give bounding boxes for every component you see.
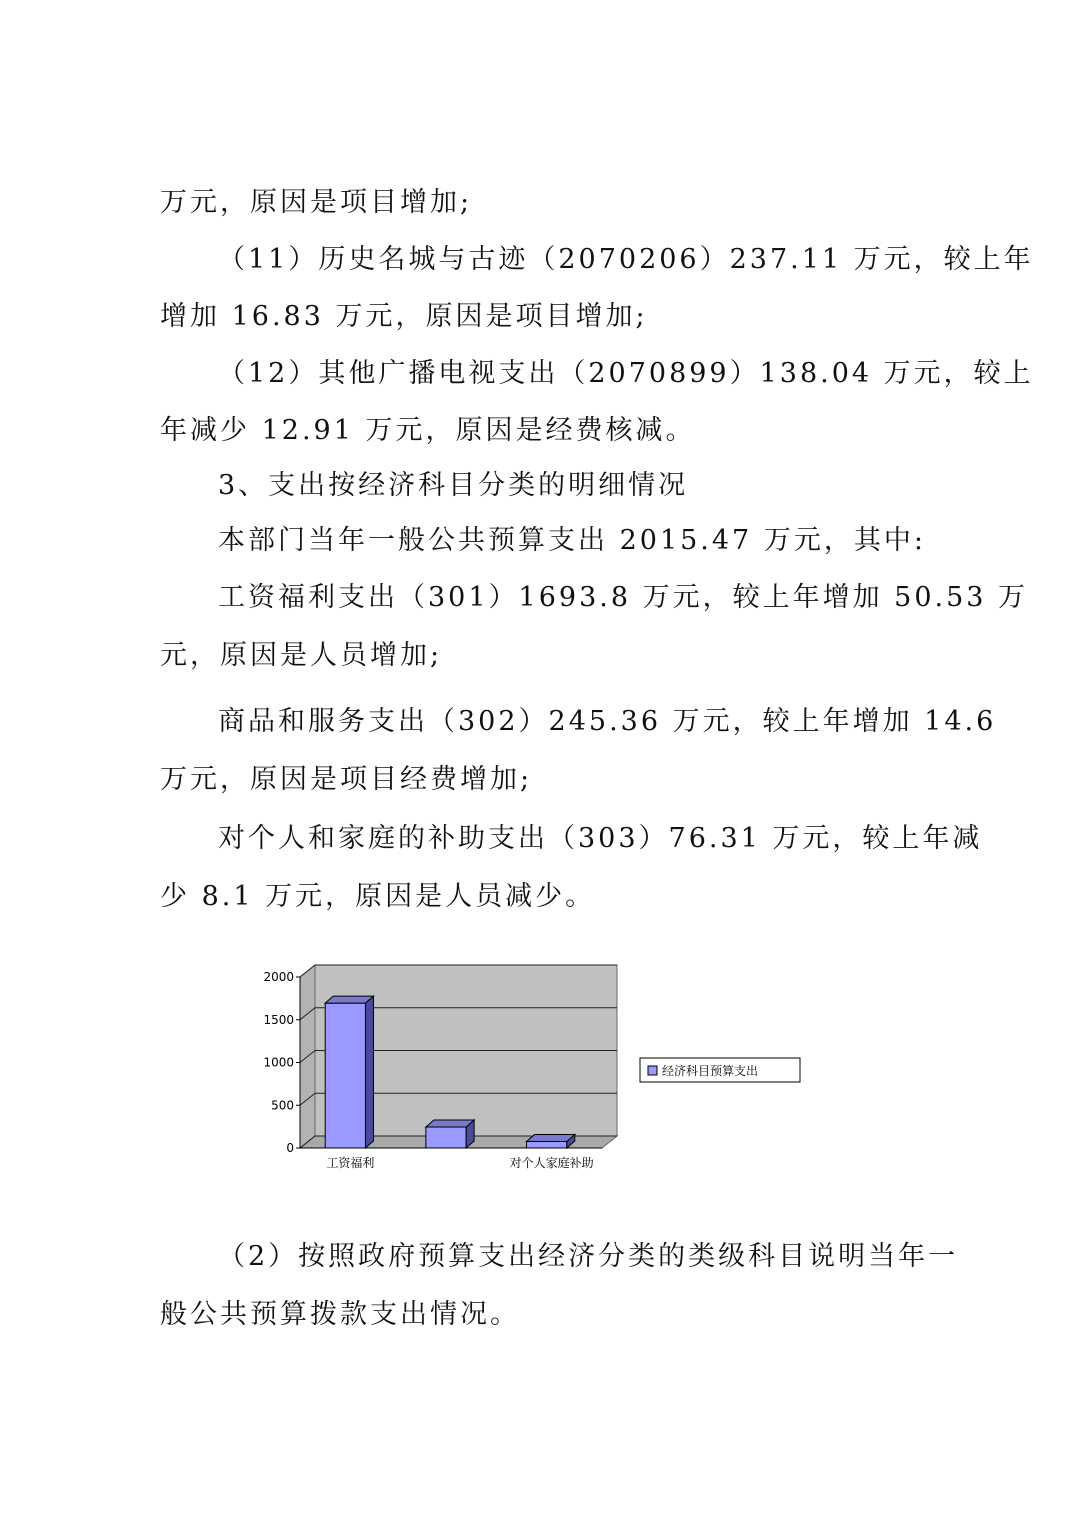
bar-top [426, 1120, 474, 1127]
paragraph-line: 元，原因是人员增加; [160, 640, 443, 671]
chart-svg [255, 955, 815, 1185]
y-tick-label: 1500 [263, 1012, 294, 1027]
paragraph-line: （12）其他广播电视支出（2070899）138.04 万元，较上 [218, 358, 1034, 389]
paragraph-line: 年减少 12.91 万元，原因是经费核减。 [160, 415, 696, 446]
paragraph-line: 少 8.1 万元，原因是人员减少。 [160, 881, 596, 912]
paragraph-line: 万元，原因是项目增加; [160, 187, 473, 218]
x-tick-label: 对个人家庭补助 [509, 1156, 594, 1170]
paragraph-line: 本部门当年一般公共预算支出 2015.47 万元，其中: [218, 525, 926, 556]
section-heading: 3、支出按经济科目分类的明细情况 [218, 470, 689, 501]
y-tick-label: 0 [286, 1141, 294, 1155]
legend-label: 经济科目预算支出 [662, 1064, 759, 1078]
x-tick-label: 工资福利 [326, 1156, 375, 1170]
paragraph-line: 工资福利支出（301）1693.8 万元，较上年增加 50.53 万 [218, 582, 1029, 613]
paragraph-line: 增加 16.83 万元，原因是项目增加; [160, 301, 648, 332]
bar-side [365, 996, 373, 1148]
y-tick-label: 1000 [263, 1055, 294, 1070]
bar [325, 1003, 365, 1148]
paragraph-line: （2）按照政府预算支出经济分类的类级科目说明当年一 [218, 1241, 959, 1272]
legend-swatch [648, 1066, 657, 1075]
bar-top [325, 996, 373, 1003]
bar [426, 1127, 466, 1148]
bar [527, 1141, 567, 1148]
paragraph-line: 万元，原因是项目经费增加; [160, 764, 533, 795]
paragraph-line: 对个人和家庭的补助支出（303）76.31 万元，较上年减 [218, 823, 983, 854]
expense-bar-chart [255, 955, 815, 1185]
paragraph-line: （11）历史名城与古迹（2070206）237.11 万元，较上年 [218, 244, 1034, 275]
y-tick-label: 500 [271, 1098, 294, 1113]
bar-top [527, 1134, 575, 1141]
paragraph-line: 般公共预算拨款支出情况。 [160, 1299, 520, 1330]
y-tick-label: 2000 [263, 970, 294, 984]
paragraph-line: 商品和服务支出（302）245.36 万元，较上年增加 14.6 [218, 706, 997, 737]
